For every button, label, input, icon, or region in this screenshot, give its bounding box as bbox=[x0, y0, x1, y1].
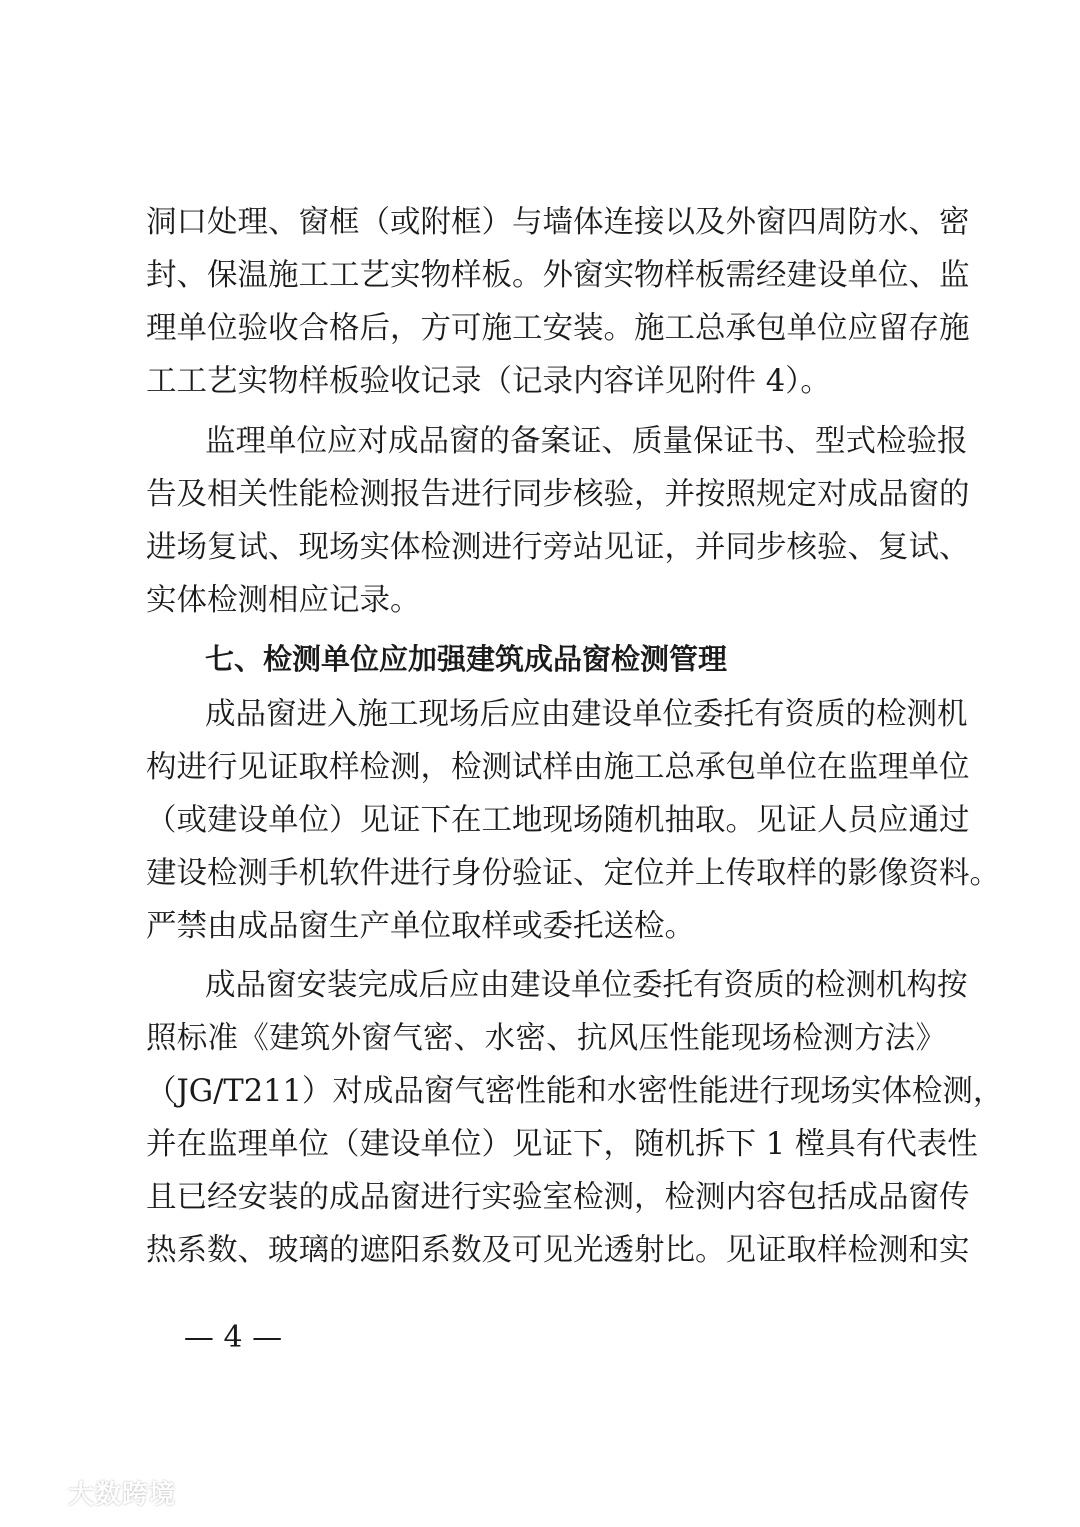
paragraph-line: 严禁由成品窗生产单位取样或委托送检。 bbox=[146, 909, 695, 944]
paragraph-line: 且已经安装的成品窗进行实验室检测，检测内容包括成品窗传 bbox=[146, 1180, 970, 1215]
paragraph-line: 进场复试、现场实体检测进行旁站见证，并同步核验、复试、 bbox=[146, 530, 970, 565]
paragraph-line: 热系数、玻璃的遮阳系数及可见光透射比。见证取样检测和实 bbox=[146, 1233, 970, 1268]
paragraph-line: 工工艺实物样板验收记录（记录内容详见附件 4）。 bbox=[146, 364, 831, 399]
paragraph-line: 洞口处理、窗框（或附框）与墙体连接以及外窗四周防水、密 bbox=[146, 205, 970, 240]
paragraph-line: （JG/T211）对成品窗气密性能和水密性能进行现场实体检测， bbox=[146, 1074, 1004, 1109]
paragraph-line: 构进行见证取样检测，检测试样由施工总承包单位在监理单位 bbox=[146, 750, 970, 785]
paragraph-line: 照标准《建筑外窗气密、水密、抗风压性能现场检测方法》 bbox=[146, 1021, 946, 1056]
dashuju-logo-icon bbox=[10, 1477, 62, 1507]
paragraph-line: （或建设单位）见证下在工地现场随机抽取。见证人员应通过 bbox=[146, 803, 970, 838]
paragraph-line: 并在监理单位（建设单位）见证下，随机拆下 1 樘具有代表性 bbox=[146, 1127, 978, 1162]
paragraph-line: 监理单位应对成品窗的备案证、质量保证书、型式检验报 bbox=[205, 424, 968, 459]
paragraph-line: 成品窗进入施工现场后应由建设单位委托有资质的检测机 bbox=[205, 697, 968, 732]
watermark-text: 大数跨境 bbox=[68, 1479, 177, 1510]
paragraph-line: 理单位验收合格后，方可施工安装。施工总承包单位应留存施 bbox=[146, 311, 970, 346]
paragraph-line: 实体检测相应记录。 bbox=[146, 583, 421, 618]
paragraph-line: 封、保温施工工艺实物样板。外窗实物样板需经建设单位、监 bbox=[146, 258, 970, 293]
paragraph-line: 成品窗安装完成后应由建设单位委托有资质的检测机构按 bbox=[205, 968, 968, 1003]
section-heading: 七、检测单位应加强建筑成品窗检测管理 bbox=[205, 642, 728, 676]
page-number: — 4 — bbox=[183, 1320, 283, 1355]
watermark bbox=[10, 1472, 176, 1512]
paragraph-line: 告及相关性能检测报告进行同步核验，并按照规定对成品窗的 bbox=[146, 477, 970, 512]
paragraph-line: 建设检测手机软件进行身份验证、定位并上传取样的影像资料。 bbox=[146, 856, 1000, 891]
